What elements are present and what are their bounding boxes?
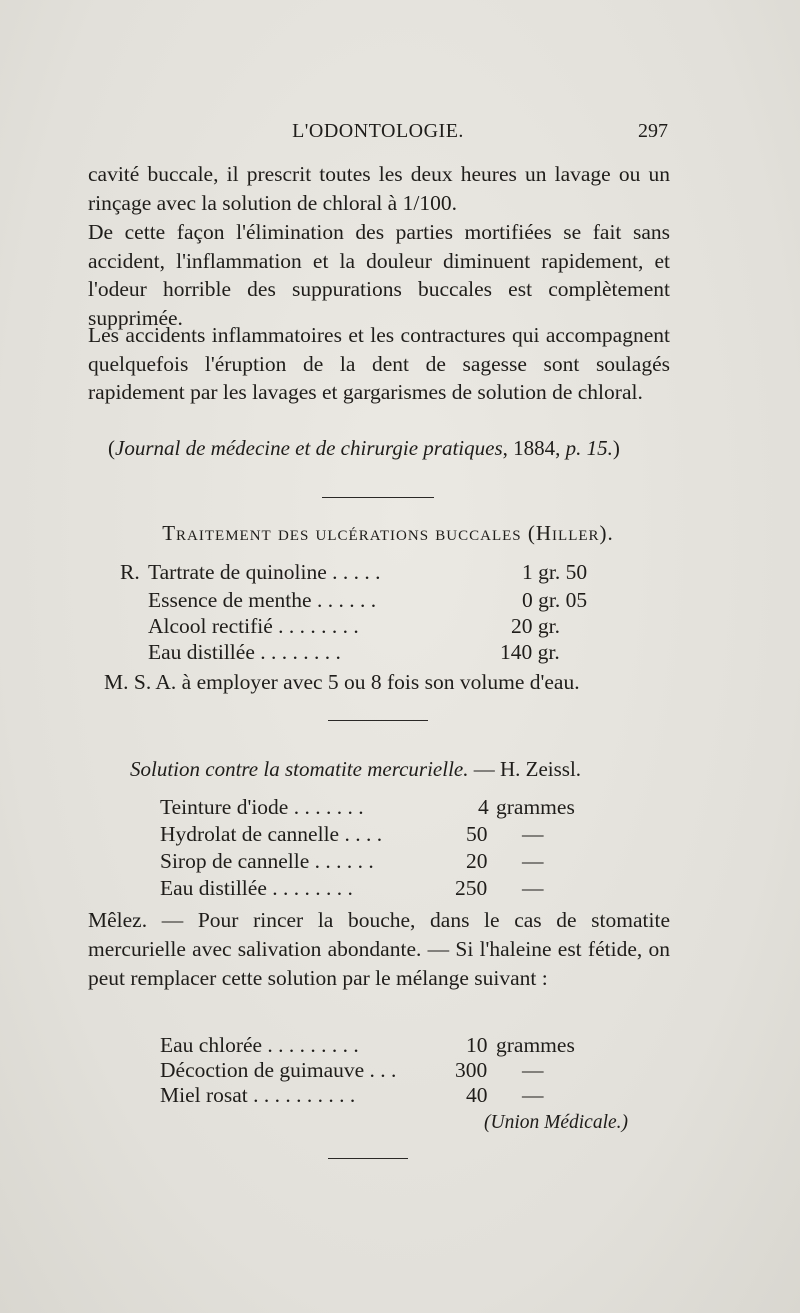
ingredient-name: Eau distillée . . . . . . . . [160, 876, 353, 900]
ingredient-name: Hydrolat de cannelle . . . . [160, 822, 383, 846]
ingredient-unit: grammes [496, 1033, 575, 1057]
prescription-mark: R. [120, 560, 140, 584]
ingredient-amount: 1 gr. 50 [522, 560, 588, 584]
separator-rule [328, 1158, 408, 1159]
ingredient-amount: 50 [466, 822, 488, 846]
ingredient-name: Eau distillée . . . . . . . . [148, 640, 341, 664]
ingredient-name: Alcool rectifié . . . . . . . . [148, 614, 359, 638]
journal-citation [108, 436, 668, 461]
citation-page: p. 15. [565, 436, 613, 460]
paragraph-1: cavité buccale, il prescrit toutes les deux heures un lavage ou un rinçage avec la solution de chloral à 1/100. [88, 162, 670, 215]
ingredient-amount: 4 [478, 795, 489, 819]
citation-year: , 1884, [502, 436, 566, 460]
separator-rule [328, 720, 428, 721]
ingredient-name: Tartrate de quinoline . . . . . [148, 560, 381, 584]
ingredient-name: Miel rosat . . . . . . . . . . [160, 1083, 356, 1107]
ingredient-unit: — [522, 1083, 544, 1107]
solution-title-text: Solution contre la stomatite mercurielle. [130, 757, 469, 781]
prescription-instructions: M. S. A. à employer avec 5 ou 8 fois son volume d'eau. [104, 670, 580, 694]
ingredient-unit: — [522, 876, 544, 900]
ingredient-unit: — [522, 822, 544, 846]
ingredient-unit: — [522, 1058, 544, 1082]
ingredient-name: Essence de menthe . . . . . . [148, 588, 377, 612]
citation-open: ( [108, 436, 115, 460]
union-medicale-citation: (Union Médicale.) [484, 1112, 629, 1133]
ingredient-unit: — [522, 849, 544, 873]
ingredient-name: Eau chlorée . . . . . . . . . [160, 1033, 359, 1057]
ingredient-amount: 20 [466, 849, 488, 873]
solution-author: — H. Zeissl. [468, 757, 582, 781]
ingredient-amount: 250 [455, 876, 488, 900]
ingredient-name: Teinture d'iode . . . . . . . [160, 795, 364, 819]
ingredient-amount: 40 [466, 1083, 488, 1107]
ingredient-amount: 0 gr. 05 [522, 588, 588, 612]
section-title: Traitement des ulcérations buccales (Hiller). [162, 521, 614, 545]
solution-title [130, 757, 581, 782]
running-title: L'ODONTOLOGIE. [292, 120, 464, 142]
citation-close: ) [612, 436, 620, 460]
ingredient-name: Décoction de guimauve . . . [160, 1058, 397, 1082]
paragraph-2: De cette façon l'élimination des parties mortifiées se fait sans accident, l'inflammation et la douleur diminuent rapidement, et l'odeur horrible des suppurations buccales est complètement supprimée. [88, 220, 670, 330]
ingredient-amount: 20 gr. [511, 614, 560, 638]
paragraph-4: Mêlez. — Pour rincer la bouche, dans le cas de stomatite mercurielle avec salivation abondante. — Si l'haleine est fétide, on peut remplacer cette solution par le mélange suivant : [88, 908, 670, 990]
page-number: 297 [638, 120, 668, 142]
ingredient-amount: 300 [455, 1058, 488, 1082]
ingredient-amount: 140 gr. [500, 640, 560, 664]
ingredient-amount: 10 [466, 1033, 488, 1057]
ingredient-unit: grammes [496, 795, 575, 819]
ingredient-name: Sirop de cannelle . . . . . . [160, 849, 374, 873]
journal-name: Journal de médecine et de chirurgie pratiques [115, 436, 503, 460]
separator-rule [322, 497, 434, 498]
paragraph-3: Les accidents inflammatoires et les contractures qui accompagnent quelquefois l'éruption de la dent de sagesse sont soulagés rapidement par les lavages et gargarismes de solution de chloral. [88, 323, 670, 404]
page-header [88, 120, 668, 150]
